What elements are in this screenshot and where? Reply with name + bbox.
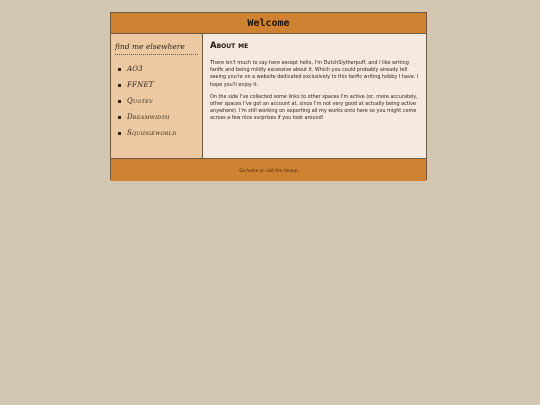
main-area	[111, 34, 426, 159]
sidebar-item-quotev	[118, 93, 198, 109]
links-paragraph: On the side I've collected some links to other spaces I'm active (or, more accurately, other spaces I've got an account at, since I'm not very good at actually being active anywhere). I'm still working on exporting all my works onto here so you might come across a few nice surprises if you look around!	[210, 93, 418, 122]
sidebar-item-ao3	[118, 61, 198, 77]
sidebar-item-ffnet	[118, 77, 198, 93]
page-title: Welcome	[247, 17, 290, 29]
section-title: About me	[210, 41, 249, 51]
square-bullet-icon	[118, 116, 121, 119]
link-squidgeworld[interactable]: Squidgeworld	[127, 129, 177, 137]
square-bullet-icon	[118, 68, 121, 71]
content-panel	[203, 34, 426, 158]
link-ffnet[interactable]: FFNET	[127, 81, 154, 89]
sidebar-title: find me elsewhere	[115, 42, 198, 55]
sidebar-link-list	[115, 61, 198, 141]
footer-bar	[111, 159, 426, 181]
intro-paragraph: There isn't much to say here except hello, I'm DutchSlytherpuff, and I like writing fanfic and being mildly excessive about it. Which you could probably already tell seeing you're on a website dedicated exclusively to this fanfic writing hobby I have. I hope you'll enjoy it.	[210, 60, 419, 88]
footer-link[interactable]: Go home or visit the shoorp	[239, 167, 298, 173]
header-bar	[111, 13, 426, 34]
link-dreamwidth[interactable]: Dreamwidth	[127, 113, 170, 121]
square-bullet-icon	[118, 132, 121, 135]
sidebar-item-dreamwidth	[118, 109, 198, 125]
sidebar-item-squidgeworld	[118, 125, 198, 141]
square-bullet-icon	[118, 84, 121, 87]
page-frame	[110, 12, 427, 180]
link-quotev[interactable]: Quotev	[127, 97, 153, 105]
sidebar	[111, 34, 203, 158]
square-bullet-icon	[118, 100, 121, 103]
link-ao3[interactable]: AO3	[127, 65, 143, 73]
